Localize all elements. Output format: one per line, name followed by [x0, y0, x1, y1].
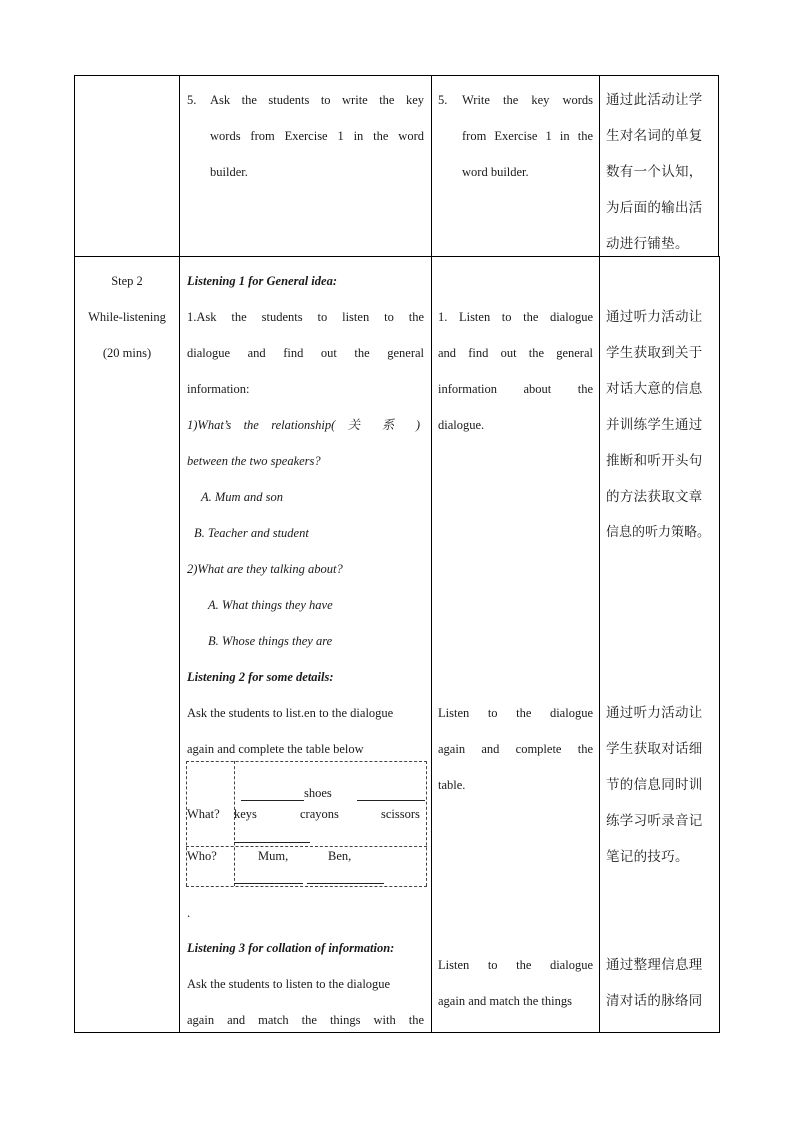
- blank-mum: [234, 883, 303, 884]
- row1-purpose-line2: 生对名词的单复: [606, 128, 703, 144]
- table-scissors: scissors: [381, 807, 420, 821]
- listening2-student-line3: table.: [438, 778, 466, 792]
- listening2-purpose-line3: 节的信息同时训: [606, 777, 703, 793]
- column-divider-1: [179, 75, 180, 1033]
- listening1-question2: 2)What are they talking about?: [187, 562, 343, 576]
- blank-before-shoes: [241, 800, 304, 801]
- listening2-purpose-line4: 练学习听录音记: [606, 813, 703, 829]
- row1-student-number: 5.: [438, 93, 448, 107]
- listening2-student-line1: Listen to the dialogue: [438, 706, 593, 720]
- listening3-student-line2: again and match the things: [438, 994, 572, 1008]
- table-mum: Mum,: [258, 849, 289, 863]
- row1-purpose-line3: 数有一个认知，: [606, 164, 703, 180]
- listening1-q2-option-b: B. Whose things they are: [208, 634, 333, 648]
- table-ben: Ben,: [328, 849, 352, 863]
- details-table-right: [426, 761, 427, 886]
- listening1-option-b: B. Teacher and student: [194, 526, 309, 540]
- listening2-purpose-line5: 笔记的技巧。: [606, 849, 689, 865]
- listening1-student-line4: dialogue.: [438, 418, 485, 432]
- table-right-border-lower: [719, 256, 720, 1033]
- listening1-line3: information:: [187, 382, 250, 396]
- stray-dot: .: [187, 906, 191, 920]
- details-table-middle: [186, 846, 427, 847]
- listening1-purpose-line5: 推断和听开头句: [606, 453, 703, 469]
- column-divider-3: [599, 75, 600, 1033]
- listening2-line1: Ask the students to list.en to the dialogue: [187, 706, 394, 720]
- row1-purpose-line1: 通过此活动让学: [606, 92, 703, 108]
- listening1-purpose-line7: 信息的听力策略。: [606, 525, 711, 540]
- listening1-line2: dialogue and find out the general: [187, 346, 424, 360]
- table-shoes: shoes: [304, 786, 332, 800]
- listening3-student-line1: Listen to the dialogue: [438, 958, 593, 972]
- blank-after-keys: [234, 842, 310, 843]
- step-phase: While-listening: [88, 310, 166, 324]
- listening3-line2: again and match the things with the: [187, 1013, 424, 1027]
- step-time: (20 mins): [102, 346, 152, 360]
- listening1-option-a: A. Mum and son: [201, 490, 283, 504]
- listening1-purpose-line3: 对话大意的信息: [606, 381, 703, 397]
- details-table-top: [186, 761, 427, 762]
- row1-teacher-line2: words from Exercise 1 in the word: [210, 129, 424, 143]
- listening1-heading: Listening 1 for General idea:: [187, 274, 337, 288]
- listening3-line1: Ask the students to listen to the dialogue: [187, 977, 391, 991]
- listening1-question1-line1: 1)What’s the relationship( 关 系 ): [187, 418, 420, 432]
- step-name: Step 2: [111, 274, 143, 288]
- details-table-left: [186, 761, 187, 886]
- listening1-line1: 1.Ask the students to listen to the: [187, 310, 424, 324]
- listening1-purpose-line2: 学生获取到关于: [606, 345, 703, 361]
- row1-teacher-number: 5.: [187, 93, 197, 107]
- table-left-border: [74, 75, 75, 1033]
- listening3-heading: Listening 3 for collation of information:: [187, 941, 395, 955]
- listening1-student-line3: information about the: [438, 382, 593, 396]
- table-right-border-upper: [718, 75, 719, 257]
- listening1-purpose-line6: 的方法获取文章: [606, 489, 703, 505]
- listening1-student-line1: 1. Listen to the dialogue: [438, 310, 593, 324]
- blank-ben: [307, 883, 384, 884]
- listening1-purpose-line1: 通过听力活动让: [606, 309, 703, 325]
- table-crayons: crayons: [300, 807, 339, 821]
- listening3-purpose-line2: 清对话的脉络同: [606, 993, 703, 1009]
- listening1-q2-option-a: A. What things they have: [208, 598, 333, 612]
- listening1-question1-line2: between the two speakers?: [187, 454, 321, 468]
- row1-teacher-line1: Ask the students to write the key: [210, 93, 424, 107]
- listening2-heading: Listening 2 for some details:: [187, 670, 334, 684]
- listening3-purpose-line1: 通过整理信息理: [606, 957, 703, 973]
- row1-student-line2: from Exercise 1 in the: [462, 129, 593, 143]
- table-who-label: Who?: [187, 849, 217, 863]
- details-table-bottom: [186, 886, 427, 887]
- listening2-purpose-line1: 通过听力活动让: [606, 705, 703, 721]
- listening1-purpose-line4: 并训练学生通过: [606, 417, 703, 433]
- listening2-line2: again and complete the table below: [187, 742, 364, 756]
- listening2-purpose-line2: 学生获取对话细: [606, 741, 703, 757]
- row1-purpose-line5: 动进行铺垫。: [606, 236, 689, 252]
- row1-teacher-line3: builder.: [210, 165, 248, 179]
- table-top-border: [74, 75, 719, 76]
- listening1-student-line2: and find out the general: [438, 346, 593, 360]
- blank-after-shoes: [357, 800, 425, 801]
- table-keys: keys: [234, 807, 257, 821]
- column-divider-2: [431, 75, 432, 1033]
- row1-student-line3: word builder.: [462, 165, 529, 179]
- row1-purpose-line4: 为后面的输出活: [606, 200, 703, 216]
- row1-student-line1: Write the key words: [462, 93, 593, 107]
- details-table-divider: [234, 761, 235, 886]
- table-what-label: What?: [187, 807, 220, 821]
- listening2-student-line2: again and complete the: [438, 742, 593, 756]
